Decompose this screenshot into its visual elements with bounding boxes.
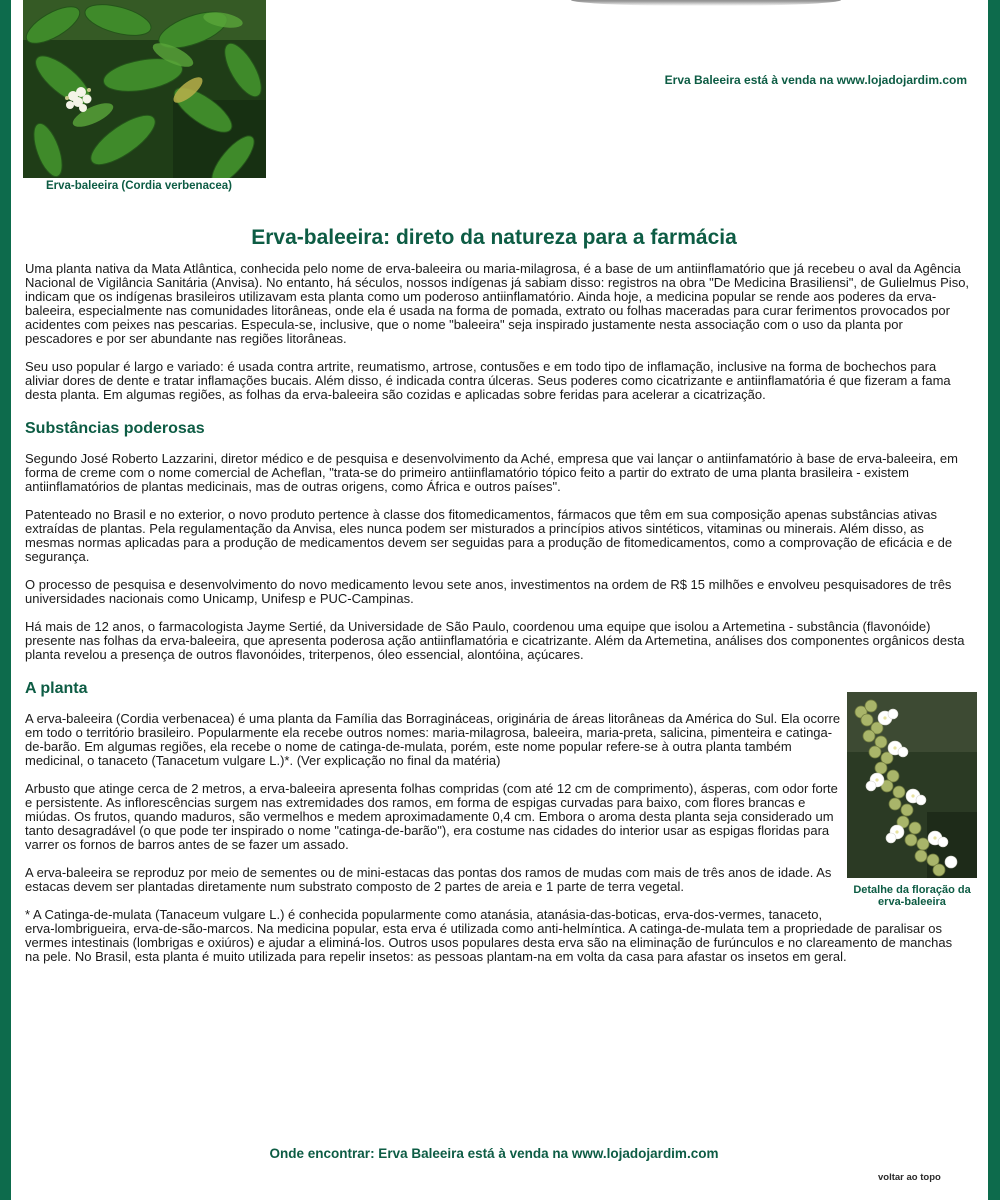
substancias-paragraph: O processo de pesquisa e desenvolvimento do novo medicamento levou sete anos, investimentos na ordem de R$ 15 milhões e envolveu pesquisadores de três universidades nacionais como Unicamp, Unifesp e PUC-Campinas. xyxy=(25,577,952,606)
flower-detail-caption: Detalhe da floração da erva-baleeira xyxy=(853,884,971,908)
top-store-note: Erva Baleeira está à venda na www.lojadojardim.com xyxy=(664,73,967,87)
hero-photo-caption: Erva-baleeira (Cordia verbenacea) xyxy=(45,180,232,192)
planta-paragraph: Arbusto que atinge cerca de 2 metros, a erva-baleeira apresenta folhas compridas (com até 12 cm de comprimento), ásperas, com odor forte e persistente. As inflorescências surgem nas extremidades dos ramos, em forma de espigas curvadas para baixo, com flores brancas e miúdas. Os frutos, quando maduros, são vermelhos e medem aproximadamente 0,4 cm. Embora o aroma desta planta seja considerado um tanto desagradável (o que pode ter inspirado o nome "catinga-de-barão"), era costume nas cidades do interior usar as espigas floridas para varrer os fornos de barros antes de se fazer um assado. xyxy=(25,781,838,852)
substancias-paragraph: Segundo José Roberto Lazzarini, diretor médico e de pesquisa e desenvolvimento da Aché, empresa que vai lançar o antiinfamatório à base de erva-baleeira, em forma de creme com o nome comercial de Acheflan, "trata-se do primeiro antiinflamatório tópico feito a partir do extrato de uma planta brasileira - existem antiinflamatórios de plantas medicinais, mas de outras origens, como África e outros países". xyxy=(25,451,958,494)
footer-where-to-buy: Onde encontrar: Erva Baleeira está à venda na www.lojadojardim.com xyxy=(269,1146,719,1161)
top-decorative-swoosh xyxy=(571,0,841,6)
intro-paragraph: Uma planta nativa da Mata Atlântica, conhecida pelo nome de erva-baleeira ou maria-milagrosa, é a base de um antiinflamatório que já recebeu o aval da Agência Nacional de Vigilância Sanitária (Anvisa). No entanto, há séculos, nossos indígenas já sabiam disso: registros na obra "De Medicina Brasiliensi", de Gulielmus Piso, indicam que os indígenas brasileiros utilizavam esta planta como um poderoso antiinflamatório. Ainda hoje, a medicina popular se rende aos poderes da erva-baleeira, especialmente nas comunidades litorâneas, onde ela é usada na forma de pomada, extrato ou folhas maceradas para curar ferimentos provocados por acidentes com peixes nas pescarias. Especula-se, inclusive, que o nome "baleeira" seja inspirado justamente nesta associação com o uso da planta por pescadores e por ser abundante nas regiões litorâneas. xyxy=(25,261,970,346)
substancias-paragraph: Patenteado no Brasil e no exterior, o novo produto pertence à classe dos fitomedicamentos, fármacos que têm em sua composição apenas substâncias ativas extraídas de plantas. Pela regulamentação da Anvisa, eles nunca podem ser misturados a princípios ativos sintéticos, vitaminas ou minerais. Além disso, as mesmas normas aplicadas para a produção de medicamentos devem ser seguidas para a produção de fitomedicamentos, como a comprovação de eficácia e de segurança. xyxy=(25,507,953,564)
planta-paragraph: A erva-baleeira se reproduz por meio de sementes ou de mini-estacas das pontas dos ramos de mudas com mais de três anos de idade. As estacas devem ser plantadas diretamente num substrato composto de 2 partes de areia e 1 parte de terra vegetal. xyxy=(25,865,832,894)
planta-paragraph: A erva-baleeira (Cordia verbenacea) é uma planta da Família das Borragináceas, originária de áreas litorâneas da América do Sul. Ela ocorre em todo o território brasileiro. Popularmente ela recebe outros nomes: maria-milagrosa, baleeira, maria-preta, salicina, pimenteira e catinga-de-barão. Em algumas regiões, ela recebe o nome de catinga-de-mulata, porém, este nome popular refere-se à outra planta também medicinal, o tanaceto (Tanacetum vulgare L.)*. (Ver explicação no final da matéria) xyxy=(25,711,841,768)
intro-paragraph: Seu uso popular é largo e variado: é usada contra artrite, reumatismo, artrose, contusões e em todo tipo de inflamação, inclusive na forma de bochechos para aliviar dores de dente e tratar inflamações bucais. Além disso, é indicada contra úlceras. Seus poderes como cicatrizante e antiinflamatória é que fizeram a fama desta planta. Em algumas regiões, as folhas da erva-baleeira são cozidas e aplicadas sobre feridas para acelerar a cicatrização. xyxy=(25,359,951,402)
flower-detail-photo xyxy=(847,692,977,878)
section-heading-planta: A planta xyxy=(25,680,88,697)
substancias-paragraph: Há mais de 12 anos, o farmacologista Jayme Sertié, da Universidade de São Paulo, coordenou uma equipe que isolou a Artemetina - substância (flavonóide) presente nas folhas da erva-baleeira, que apresenta poderosa ação antiinflamatória e cicatrizante. Além da Artemetina, análises dos componentes orgânicos desta planta revelou a presença de outros flavonóides, triterpenos, óleo essencial, alontóina, açúcares. xyxy=(25,619,965,662)
page-title: Erva-baleeira: direto da natureza para a farmácia xyxy=(251,226,737,249)
footnote-paragraph: * A Catinga-de-mulata (Tanaceum vulgare L.) é conhecida popularmente como atanásia, atanásia-das-boticas, erva-dos-vermes, tanaceto, erva-lombrigueira, erva-de-são-marcos. Na medicina popular, esta erva é utilizada como anti-helmíntica. A catinga-de-mulata tem a propriedade de paralisar os vermes intestinais (lombrigas e oxiúros) e ajudar a eliminá-los. Outros usos populares desta erva são na eliminação de furúnculos e no clareamento de manchas na pele. No Brasil, esta planta é muito utilizada para repelir insetos: as pessoas plantam-na em volta da casa para afastar os insetos em geral. xyxy=(25,907,953,964)
page xyxy=(11,0,988,1200)
back-to-top-link[interactable]: voltar ao topo xyxy=(878,1172,941,1183)
article-body xyxy=(25,262,970,978)
hero-plant-photo xyxy=(23,0,266,178)
flower-detail-figure xyxy=(845,692,979,908)
section-heading-substancias: Substâncias poderosas xyxy=(25,420,205,437)
